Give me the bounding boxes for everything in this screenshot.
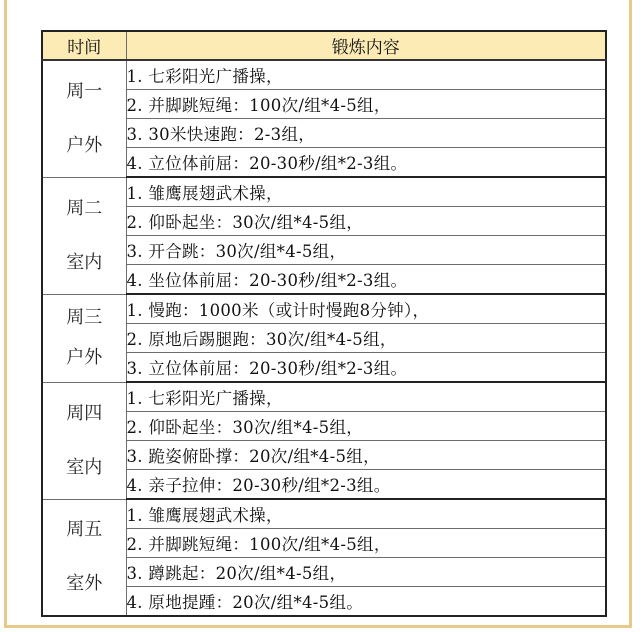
exercise-schedule-table xyxy=(41,30,607,617)
table-row xyxy=(42,499,606,529)
exercise-item: 2. 仰卧起坐：30次/组*4-5组， xyxy=(126,207,606,236)
exercise-item: 4. 原地提踵：20次/组*4-5组。 xyxy=(126,587,606,617)
table-row xyxy=(42,148,606,178)
exercise-item: 2. 仰卧起坐：30次/组*4-5组， xyxy=(126,412,606,441)
day-label: 周三 xyxy=(66,307,103,328)
header-time: 时间 xyxy=(42,31,126,60)
exercise-item: 2. 并脚跳短绳：100次/组*4-5组， xyxy=(126,529,606,558)
exercise-item: 1. 七彩阳光广播操， xyxy=(126,382,606,412)
table-row xyxy=(42,470,606,500)
exercise-item: 3. 开合跳：30次/组*4-5组， xyxy=(126,236,606,265)
exercise-item: 3. 跪姿俯卧撑：20次/组*4-5组， xyxy=(126,441,606,470)
exercise-item: 2. 并脚跳短绳：100次/组*4-5组， xyxy=(126,90,606,119)
place-label: 室内 xyxy=(66,456,103,478)
table-row xyxy=(42,324,606,353)
exercise-item: 1. 雏鹰展翅武术操， xyxy=(126,177,606,207)
day-label: 周五 xyxy=(66,519,103,541)
exercise-item: 3. 立位体前屈：20-30秒/组*2-3组。 xyxy=(126,353,606,383)
place-label: 室外 xyxy=(66,573,103,595)
exercise-item: 4. 坐位体前屈：20-30秒/组*2-3组。 xyxy=(126,265,606,295)
table-body xyxy=(42,60,606,616)
table-row xyxy=(42,412,606,441)
day-cell xyxy=(42,294,126,382)
table-header-row xyxy=(42,31,606,60)
table-row xyxy=(42,529,606,558)
table-row xyxy=(42,441,606,470)
table-row xyxy=(42,90,606,119)
table-row xyxy=(42,236,606,265)
table-row xyxy=(42,382,606,412)
day-label: 周一 xyxy=(66,80,103,102)
day-cell xyxy=(42,382,126,499)
table-row xyxy=(42,119,606,148)
table-row xyxy=(42,353,606,383)
header-content: 锻炼内容 xyxy=(126,31,606,60)
table-row xyxy=(42,587,606,617)
exercise-item: 2. 原地后踢腿跑：30次/组*4-5组， xyxy=(126,324,606,353)
exercise-item: 4. 亲子拉伸：20-30秒/组*2-3组。 xyxy=(126,470,606,500)
table-row xyxy=(42,294,606,324)
day-cell xyxy=(42,60,126,177)
table-row xyxy=(42,558,606,587)
day-cell xyxy=(42,177,126,294)
exercise-item: 3. 30米快速跑：2-3组， xyxy=(126,119,606,148)
exercise-item: 1. 慢跑：1000米（或计时慢跑8分钟）， xyxy=(126,294,606,324)
table-row xyxy=(42,177,606,207)
exercise-item: 1. 七彩阳光广播操， xyxy=(126,60,606,90)
table-row xyxy=(42,265,606,295)
place-label: 室内 xyxy=(66,251,103,273)
exercise-item: 1. 雏鹰展翅武术操， xyxy=(126,499,606,529)
table-row xyxy=(42,60,606,90)
exercise-item: 4. 立位体前屈：20-30秒/组*2-3组。 xyxy=(126,148,606,178)
day-label: 周二 xyxy=(66,197,103,219)
place-label: 户外 xyxy=(66,347,103,368)
exercise-item: 3. 蹲跳起：20次/组*4-5组， xyxy=(126,558,606,587)
day-cell xyxy=(42,499,126,616)
day-label: 周四 xyxy=(66,402,103,424)
table-row xyxy=(42,207,606,236)
place-label: 户外 xyxy=(66,134,103,156)
